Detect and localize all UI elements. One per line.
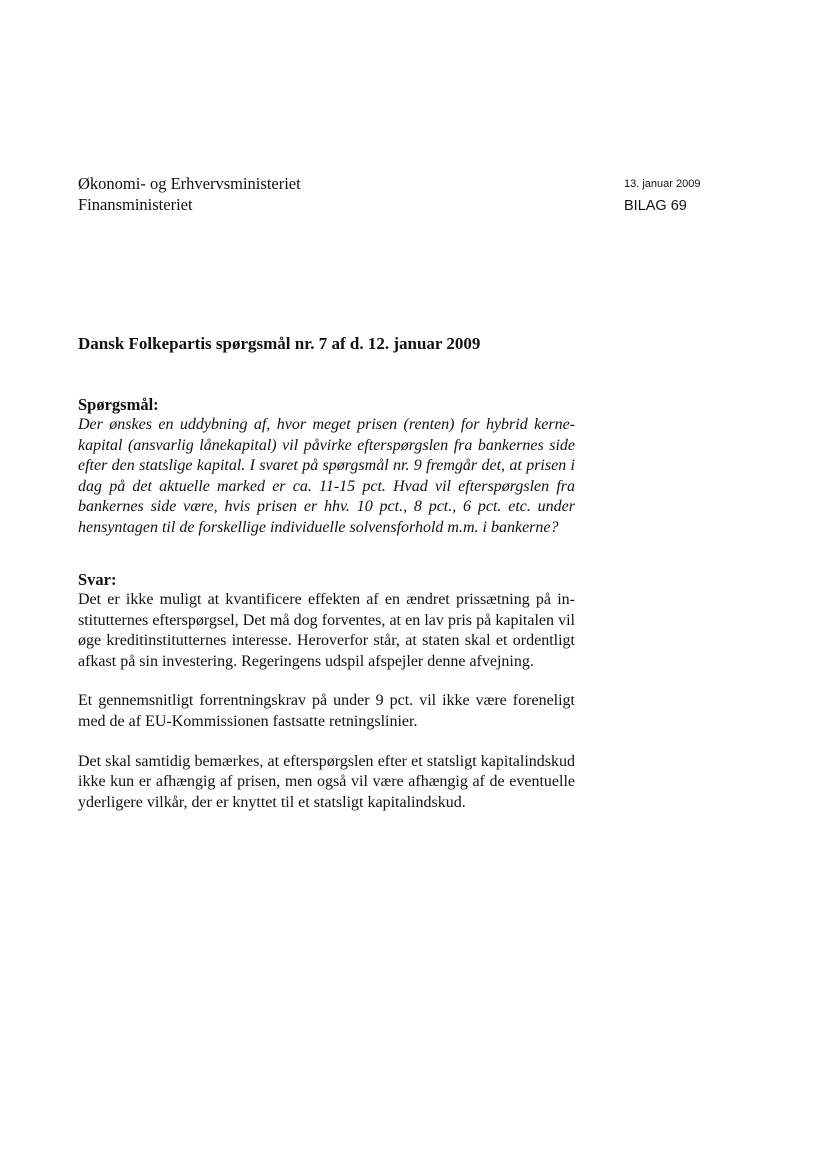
document-date: 13. januar 2009	[624, 178, 701, 190]
answer-paragraph: Det er ikke muligt at kvantificere effekten af en ændret prissætning på institutternes efterspørgsel, Det må dog forventes, at en lav pris på kapitalen vil øge kreditinstitutternes interesse. Heroverfor står, at staten skal et ordentligt afkast på sin investering. Regeringens udspil afspejler denne afvejning.	[78, 591, 575, 670]
ministry-line-2: Finansministeriet	[78, 195, 193, 214]
question-heading: Spørgsmål:	[78, 395, 159, 414]
answer-paragraph: Et gennemsnitligt forrentningskrav på under 9 pct. vil ikke være foreneligt med de af EU-Kommissionen fastsatte retningslinier.	[78, 692, 575, 730]
bilag-number: BILAG 69	[624, 198, 687, 214]
answer-heading: Svar:	[78, 570, 117, 589]
answer-section	[78, 569, 575, 832]
document-title: Dansk Folkepartis spørgsmål nr. 7 af d. 12. januar 2009	[78, 334, 481, 353]
document-meta	[624, 177, 700, 215]
ministry-line-1: Økonomi- og Erhvervsministeriet	[78, 174, 301, 193]
sender-block	[78, 173, 301, 215]
question-text: Der ønskes en uddybning af, hvor meget prisen (renten) for hybrid kernekapital (ansvarlig lånekapital) vil påvirke efterspørgslen fra bankernes side efter den statslige kapital. I svaret på spørgsmål nr. 9 fremgår det, at prisen i dag på det aktuelle marked er ca. 11-15 pct. Hvad vil efterspørgslen fra bankernes side være, hvis prisen er hhv. 10 pct., 8 pct., 6 pct. etc. under hensyntagen til de forskellige individuelle solvensforhold m.m. i bankerne?	[78, 416, 575, 536]
question-section	[78, 394, 575, 539]
answer-paragraph: Det skal samtidig bemærkes, at efterspørgslen efter et statsligt kapitalindskud ikke kun er afhængig af prisen, men også vil være afhængig af de eventuelle yderligere vilkår, der er knyttet til et statsligt kapitalindskud.	[78, 752, 575, 811]
